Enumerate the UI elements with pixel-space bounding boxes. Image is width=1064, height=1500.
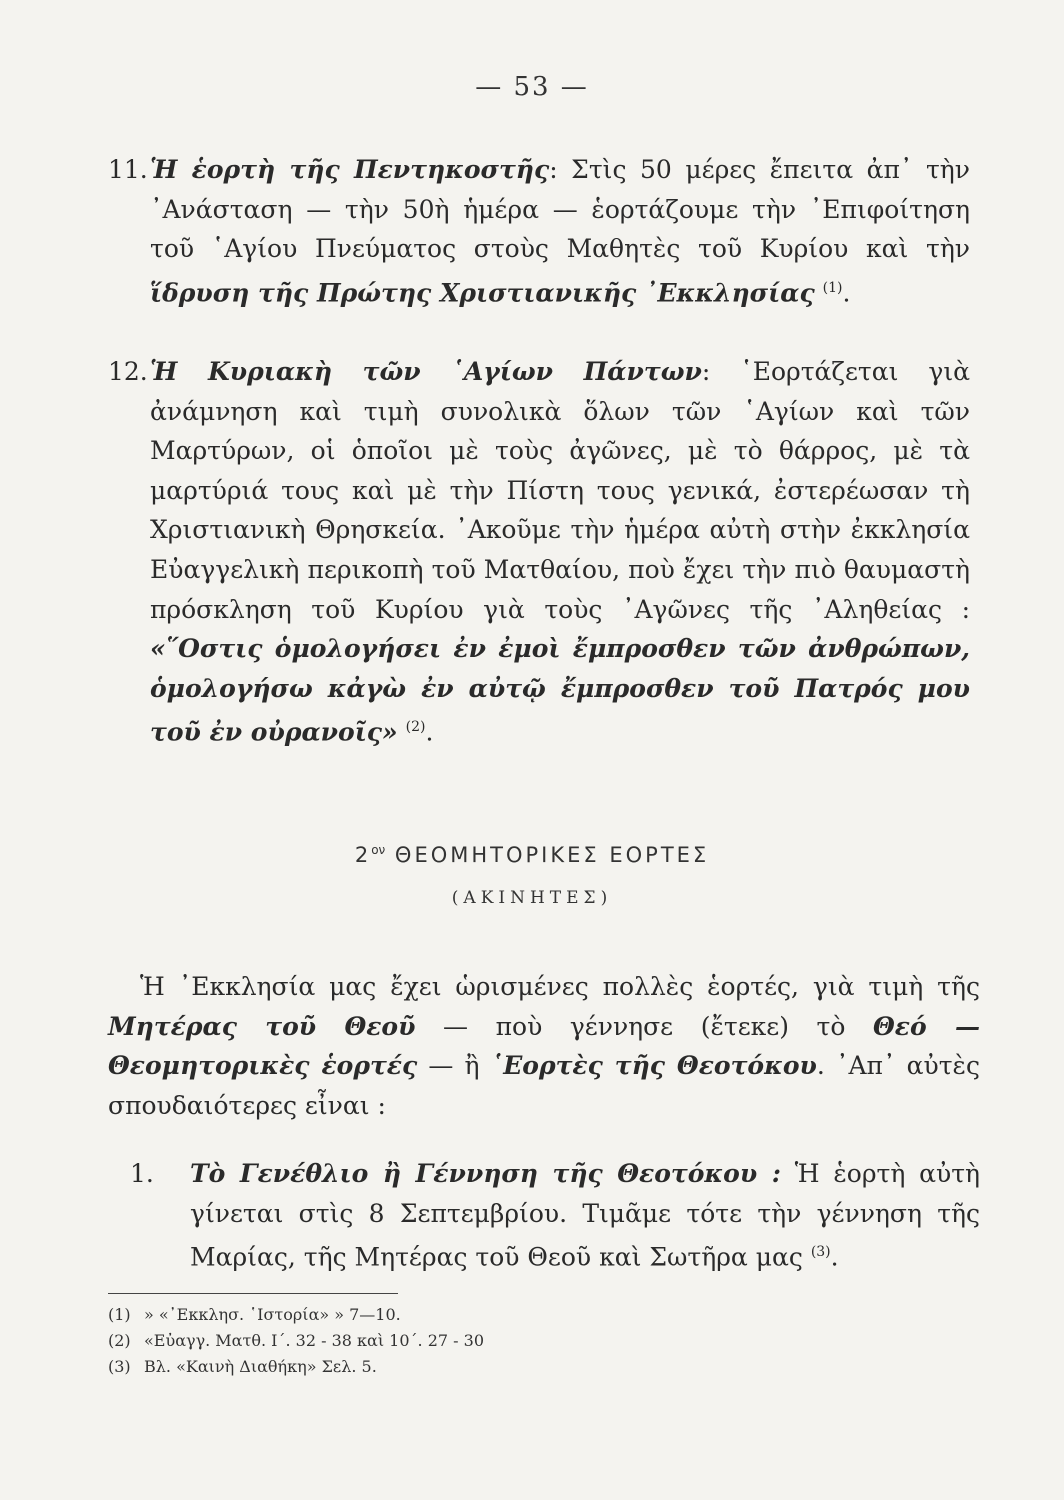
entry-number: 12. — [108, 357, 148, 386]
item-title: Τὸ Γενέθλιο ἢ Γέννηση τῆς Θεοτόκου : — [190, 1159, 781, 1188]
footnote — [108, 1328, 908, 1354]
section-subtitle: (ΑΚΙΝΗΤΕΣ) — [451, 888, 613, 908]
footnote-ref: (1) — [822, 279, 843, 296]
entry-pentecost — [108, 150, 970, 313]
feast-item-nativity — [130, 1154, 981, 1277]
entry-text: : ῾Εορτάζεται γιὰ ἀνάμνηση καὶ τιμὴ συνολικὰ ὅλων τῶν ῾Αγίων καὶ τῶν Μαρτύρων, οἱ ὁποῖοι μὲ τοὺς ἀγῶνες, μὲ τὸ θάρρος, μὲ τὰ μαρτύριά τους καὶ μὲ τὴν Πίστη τους γενικά, ἐστερέωσαν τὴ Χριστιανικὴ Θρησκεία. ᾿Ακοῦμε τὴν ἡμέρα αὐτὴ στὴν ἐκκλησία Εὐαγγελικὴ περικοπὴ τοῦ Ματθαίου, ποὺ ἔχει τὴν πιὸ θαυμαστὴ πρόσκληση τοῦ Κυρίου γιὰ τοὺς ᾿Αγῶνες τῆς ᾿Αληθείας : — [150, 357, 970, 624]
intro-text: . ᾿Απ᾽ αὐτὲς σπουδαιότερες εἶναι : — [108, 1051, 980, 1120]
page-number: — 53 — — [475, 72, 589, 102]
section-number: 2 — [354, 843, 372, 867]
entry-end: . — [842, 278, 851, 308]
section-number-suffix: ον — [371, 843, 386, 857]
intro-paragraph — [108, 967, 980, 1125]
entry-all-saints — [108, 352, 970, 752]
intro-emphasis: Μητέρας τοῦ Θεοῦ — [108, 1011, 416, 1041]
section-title-text: ΘΕΟΜΗΤΟΡΙΚΕΣ ΕΟΡΤΕΣ — [394, 843, 710, 867]
footnote-number: (3) — [108, 1357, 131, 1376]
intro-emphasis: Θεό — Θεομητορικὲς ἑορτές — [108, 1011, 981, 1081]
entry-quote: «῞Οστις ὁμολογήσει ἐν ἐμοὶ ἔμπροσθεν τῶν ἀνθρώπων, ὁμολογήσω κἀγὼ ἐν αὐτῷ ἔμπροσθεν τοῦ Πατρός μου τοῦ ἐν οὐρανοῖς» — [150, 634, 970, 747]
footnote-text: » «᾿Εκκλησ. ῾Ιστορία» » 7—10. — [144, 1305, 401, 1324]
intro-text: Ἡ ᾿Εκκλησία μας ἔχει ὡρισμένες πολλὲς ἑορτές, γιὰ τιμὴ τῆς — [140, 972, 980, 1001]
footnote-ref: (2) — [405, 719, 426, 736]
item-end: . — [830, 1242, 839, 1272]
footnote-text: «Εὐαγγ. Ματθ. Ι´. 32 - 38 καὶ 10´. 27 - 30 — [144, 1331, 485, 1350]
footnote-text: Βλ. «Καινὴ Διαθήκη» Σελ. 5. — [144, 1357, 377, 1376]
footnote-number: (2) — [108, 1331, 131, 1350]
entry-emphasis: ἵδρυση τῆς Πρώτης Χριστιανικῆς ᾿Εκκλησίας — [150, 278, 815, 308]
item-number: 1. — [130, 1159, 154, 1188]
footnote — [108, 1354, 908, 1380]
footnote-number: (1) — [108, 1305, 131, 1324]
entry-number: 11. — [108, 155, 148, 184]
footnotes — [108, 1302, 908, 1380]
entry-title: Ἡ ἑορτὴ τῆς Πεντηκοστῆς — [150, 155, 550, 184]
entry-text: : Στὶς 50 μέρες ἔπειτα ἀπ᾽ τὴν ᾿Ανάσταση — τὴν 50ὴ ἡμέρα — ἑορτάζουμε τὴν ᾿Επιφοίτηση τοῦ ῾Αγίου Πνεύματος στοὺς Μαθητὲς τοῦ Κυρίου καὶ τὴν — [150, 155, 970, 264]
intro-text: — ἢ — [428, 1051, 480, 1081]
entry-paragraph — [150, 150, 970, 313]
section-title — [0, 843, 1064, 867]
entry-end: . — [425, 717, 434, 747]
item-text: Ἡ ἑορτὴ αὐτὴ γίνεται στὶς 8 Σεπτεμβρίου. Τιμᾶμε τότε τὴν γέννηση τῆς Μαρίας, τῆς Μητέρας τοῦ Θεοῦ καὶ Σωτῆρα μας — [190, 1159, 981, 1272]
entry-paragraph — [150, 352, 970, 752]
intro-emphasis: ῾Εορτὲς τῆς Θεοτόκου — [490, 1051, 817, 1081]
entry-title: Ἡ Κυριακὴ τῶν ῾Αγίων Πάντων — [150, 357, 702, 386]
footnote — [108, 1302, 908, 1328]
intro-text: — ποὺ γέννησε (ἔτεκε) τὸ — [443, 1011, 846, 1041]
item-paragraph — [190, 1154, 980, 1277]
footnote-divider — [108, 1293, 398, 1294]
footnote-ref: (3) — [810, 1244, 831, 1261]
